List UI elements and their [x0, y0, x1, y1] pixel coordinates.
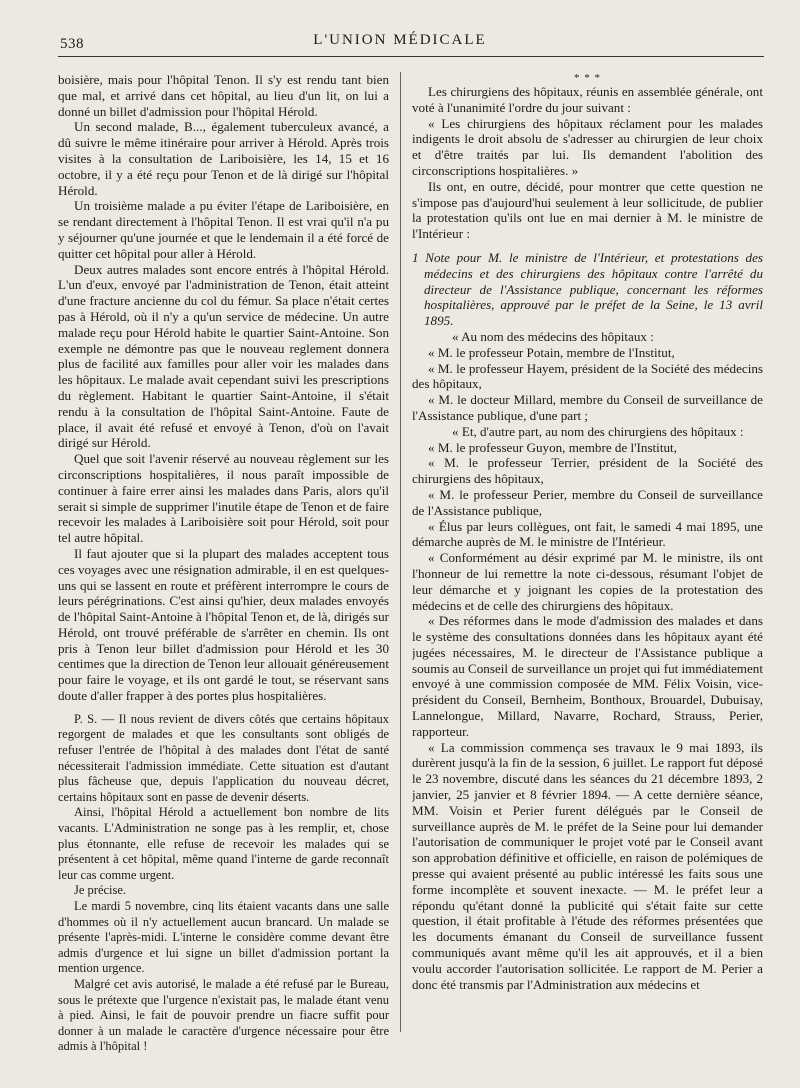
left-column: [58, 72, 389, 1072]
paragraph: Malgré cet avis autorisé, le malade a été refusé par le Bureau, sous le prétexte que l'urgence n'existait pas, le malade étant venu à pied. Ainsi, le fait de pouvoir prendre un fiacre suffit pour donner à un malade le caractère d'urgence nécessaire pour être admis à l'hôpital !: [58, 976, 389, 1054]
paragraph: Le mardi 5 novembre, cinq lits étaient vacants dans une salle d'hommes où il n'y actuellement aucun brancard. Un malade se présente l'après-midi. L'interne le considère comme devant être admis d'urgence et lui signe un billet d'admission portant la mention urgence.: [58, 899, 389, 976]
right-column: [412, 72, 763, 1072]
paragraph: « La commission commença ses travaux le 9 mai 1893, ils durèrent jusqu'à la fin de la session, 6 juillet. Le rapport fut déposé le 23 novembre, discuté dans les séances du 21 décembre 1893, 2 janvier, 25 janvier et 8 février 1894. — A cette dernière séance, MM. Voisin et Perier furent délégués par le Conseil de surveillance auprès de M. le préfet de la Seine pour lui demander l'autorisation de communiquer le projet voté par le Conseil avant son approbation définitive et officielle, en raison de polémiques de presse qui avaient présenté au public intéressé les faits sous une forme incomplète et souvent inexacte. — M. le préfet leur a répondu qu'étant donné la publicité qui s'était faite sur cette question, il était profitable à l'étude des réformes présentées que les documents émanant du Conseil de surveillance fussent communiqués avant même qu'il les ait approuvés, et il a bien voulu accorder l'autorisation sollicitée. Le rapport de M. Perier a donc été transmis par l'Administration aux médecins et: [412, 739, 763, 992]
paragraph: Ainsi, l'hôpital Hérold a actuellement bon nombre de lits vacants. L'Administration ne songe pas à les remplir, et, chose plus étonnante, elle refuse de recevoir les malades qui se présentent à cet hôpital, même quand l'interne de garde reconnaît leur cas comme urgent.: [58, 805, 389, 882]
paragraph: Ils ont, en outre, décidé, pour montrer que cette question ne s'impose pas d'aujourd'hui seulement à leur sollicitude, de publier la protestation qu'ils ont lue en mai dernier à M. le ministre de l'Intérieur :: [412, 178, 763, 242]
paragraph: Quel que soit l'avenir réservé au nouveau règlement sur les circonscriptions hospitalières, il nous paraît impossible de continuer à faire errer ainsi les malades dans Paris, alors qu'il serait si simple de supprimer l'inutile étape de Tenon et de faire recevoir les malades à Lariboisière soit pour Hérold, soit pour tel autre hôpital.: [58, 451, 389, 546]
paragraph: « Au nom des médecins des hôpitaux :: [452, 328, 654, 344]
list-item: « M. le professeur Terrier, président de la Société des chirurgiens des hôpitaux,: [412, 455, 763, 487]
paragraph: Deux autres malades sont encore entrés à l'hôpital Hérold. L'un d'eux, envoyé par l'administration de Tenon, était atteint d'une fracture ancienne du col du fémur. Sa place n'était certes pas à Hérold, où il n'y a qu'un service de médecine. Un autre malade reçu pour Hérold habite le quartier Saint-Antoine. Son exemple ne démontre pas que le nouveau reglement donnera plus de facilité aux familles pour aller voir les malades dans les hôpitaux. Le malade avait cependant suivi les prescriptions du règlement. Habitant le quartier Saint-Antoine, il s'était rendu à la consultation de l'hôpital Saint-Antoine. Faute de place, il avait été refusé et envoyé à Tenon, d'où on l'avait dirigé sur Hérold.: [58, 261, 389, 451]
footnote-title: 1 Note pour M. le ministre de l'Intérieur, et protestations des médecins et des chirurgiens des hôpitaux contre l'arrêté du directeur de l'Assistance publique, concernant les réformes hospitalières, approuvé par le préfet de la Seine, le 13 avril 1895.: [412, 249, 763, 329]
list-item: « M. le professeur Guyon, membre de l'Institut,: [428, 439, 677, 455]
list-item: « M. le professeur Hayem, président de la Société des médecins des hôpitaux,: [412, 360, 763, 392]
paragraph: « Des réformes dans le mode d'admission des malades et dans le système des consultations données dans les hôpitaux ayant été jugées nécessaires, M. le directeur de l'Assistance publique a soumis au Conseil de surveillance un projet qui fut immédiatement envoyé à une commission composée de MM. Félix Voisin, vice-président du Conseil, Bernheim, Bonthoux, Brouardel, Dubuisay, Lannelongue, Millard, Navarre, Rochard, Strauss, Perier, rapporteur.: [412, 613, 763, 739]
asterism: * * *: [574, 72, 601, 84]
paragraph: Il faut ajouter que si la plupart des malades acceptent tous ces voyages avec une résignation admirable, il en est quelques-uns qui se lassent en route et préfèrent interrompre le cours de leurs pérégrinations. C'est ainsi qu'hier, deux malades envoyés de l'hôpital Saint-Antoine à l'hôpital Tenon et, de là, dirigés sur Hérold, ont trouvé préférable de s'arrêter en chemin. Ils ont pris à Tenon leur billet d'admission pour Hérold et les 30 centimes que la direction de Tenon leur allouait généreusement pour faire le voyage, et ils ont gardé le tout, se réservant sans doute d'aller frapper à des portes plus hospitalières.: [58, 545, 389, 704]
paragraph: Les chirurgiens des hôpitaux, réunis en assemblée générale, ont voté à l'unanimité l'ordre du jour suivant :: [412, 84, 763, 115]
paragraph: « Et, d'autre part, au nom des chirurgiens des hôpitaux :: [452, 423, 744, 439]
paragraph: « Conformément au désir exprimé par M. le ministre, ils ont l'honneur de lui remettre la note ci-dessous, résumant l'objet de leur démarche et y joignant les copies de la protestation des médecins et de celle des chirurgiens des hôpitaux.: [412, 550, 763, 613]
paragraph: Un troisième malade a pu éviter l'étape de Lariboisière, en se rendant directement à l'hôpital Tenon. Il est vrai qu'il n'a pu y séjourner qu'une journée et que le lendemain il a été forcé de quitter cet hôpital pour aller à Hérold.: [58, 198, 389, 261]
paragraph: boisière, mais pour l'hôpital Tenon. Il s'y est rendu tant bien que mal, et arrivé dans cet hôpital, au lieu d'un lit, on lui a donné un billet d'admission pour l'hôpital Hérold.: [58, 72, 389, 119]
list-item: « M. le professeur Potain, membre de l'Institut,: [428, 344, 675, 360]
header-rule: [58, 56, 764, 57]
paragraph: « Les chirurgiens des hôpitaux réclament pour les malades indigents le droit absolu de s'adresser au chirurgien de leur choix et d'être traités par lui. Ils demandent l'abolition des circonscriptions hospitalières. »: [412, 115, 763, 178]
page-number: 538: [60, 36, 84, 52]
column-divider: [400, 72, 401, 1032]
list-item: « M. le professeur Perier, membre du Conseil de surveillance de l'Assistance publique,: [412, 486, 763, 518]
list-item: « M. le docteur Millard, membre du Conseil de surveillance de l'Assistance publique, d'une part ;: [412, 392, 763, 423]
running-title: L'UNION MÉDICALE: [313, 32, 487, 48]
paragraph: Un second malade, B..., également tuberculeux avancé, a dû suivre le même itinéraire pour arriver à Hérold. Après trois visites à la consultation de Lariboisière, les 14, 15 et 16 octobre, il y a été reçu pour Tenon et de là dirigé sur l'hôpital Hérold.: [58, 119, 389, 198]
paragraph: Je précise.: [74, 883, 127, 898]
paragraph: « Élus par leurs collègues, ont fait, le samedi 4 mai 1895, une démarche auprès de M. le ministre de l'Intérieur.: [412, 518, 763, 550]
postscript-paragraph: P. S. — Il nous revient de divers côtés que certains hôpitaux regorgent de malades et que les consultants sont obligés de refuser l'entrée de l'hôpital à des malades dont l'état de santé nécessiterait l'admission immédiate. Cette situation est d'autant plus fâcheuse que, depuis l'application du nouveau décret, certains hôpitaux sont en passe de devenir déserts.: [58, 711, 389, 804]
